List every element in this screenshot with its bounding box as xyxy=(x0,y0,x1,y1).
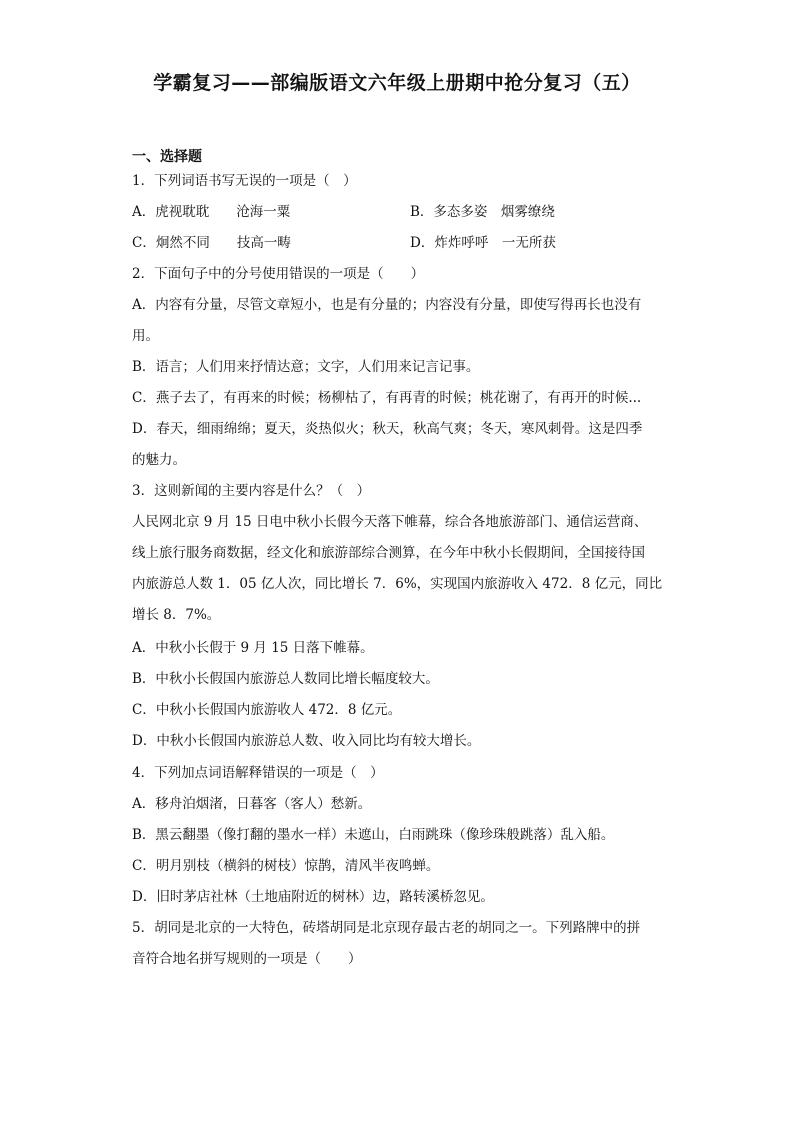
question-2-option-a-cont: 用。 xyxy=(132,328,159,344)
question-3-passage-line-4: 增长 8．7%。 xyxy=(132,607,221,623)
question-3-option-a: A．中秋小长假于 9 月 15 日落下帷幕。 xyxy=(132,640,374,656)
question-1-option-c: C．炯然不同 技高一畴 xyxy=(132,235,291,251)
question-2-option-a: A．内容有分量，尽管文章短小，也是有分量的；内容没有分量，即使写得再长也没有 xyxy=(132,297,642,313)
question-3-option-d: D．中秋小长假国内旅游总人数、收入同比均有较大增长。 xyxy=(132,733,481,749)
question-5-stem-cont: 音符合地名拼写规则的一项是（ ） xyxy=(132,951,362,967)
question-3-passage-line-1: 人民网北京 9 月 15 日电中秋小长假今天落下帷幕，综合各地旅游部门、通信运营商、 xyxy=(132,514,648,530)
page-title: 学霸复习——部编版语文六年级上册期中抢分复习（五） xyxy=(153,72,641,94)
question-1-option-d: D．炸炸呼呼 一无所获 xyxy=(410,235,556,251)
question-2-option-c: C．燕子去了，有再来的时候；杨柳枯了，有再青的时候；桃花谢了，有再开的时候... xyxy=(132,390,642,406)
question-1-stem: 1．下列词语书写无误的一项是（ ） xyxy=(132,173,357,189)
section-heading: 一、选择题 xyxy=(132,149,202,165)
question-3-passage-line-2: 线上旅行服务商数据，经文化和旅游部综合测算，在今年中秋小长假期间，全国接待国 xyxy=(132,545,645,561)
question-4-option-d: D．旧时茅店社林（土地庙附近的树林）边，路转溪桥忽见。 xyxy=(132,889,494,905)
question-2-option-d-cont: 的魅力。 xyxy=(132,452,186,468)
question-2-option-d: D．春天，细雨绵绵；夏天，炎热似火；秋天，秋高气爽；冬天，寒风刺骨。这是四季 xyxy=(132,421,643,437)
question-3-passage-line-3: 内旅游总人数 1．05 亿人次，同比增长 7．6%，实现国内旅游收入 472．8 亿元，同比 xyxy=(132,576,663,592)
question-3-stem: 3．这则新闻的主要内容是什么？（ ） xyxy=(132,483,371,499)
question-5-stem: 5．胡同是北京的一大特色，砖塔胡同是北京现存最古老的胡同之一。下列路牌中的拼 xyxy=(132,920,641,936)
question-3-option-c: C．中秋小长假国内旅游收人 472．8 亿元。 xyxy=(132,702,402,718)
question-2-option-b: B．语言；人们用来抒情达意；文字，人们用来记言记事。 xyxy=(132,359,480,375)
question-3-option-b: B．中秋小长假国内旅游总人数同比增长幅度较大。 xyxy=(132,671,439,687)
question-4-stem: 4．下列加点词语解释错误的一项是（ ） xyxy=(132,765,384,781)
question-4-option-c: C．明月别枝（横斜的树枝）惊鹊，清风半夜鸣蝉。 xyxy=(132,858,440,874)
question-1-option-a: A．虎视耽耽 沧海一粟 xyxy=(132,204,291,220)
question-4-option-a: A．移舟泊烟渚，日暮客（客人）愁新。 xyxy=(132,796,372,812)
question-2-stem: 2．下面句子中的分号使用错误的一项是（ ） xyxy=(132,266,425,282)
question-1-option-b: B．多态多姿 烟雾缭绕 xyxy=(410,204,555,220)
question-4-option-b: B．黑云翻墨（像打翻的墨水一样）未遮山，白雨跳珠（像珍珠般跳落）乱入船。 xyxy=(132,827,615,843)
